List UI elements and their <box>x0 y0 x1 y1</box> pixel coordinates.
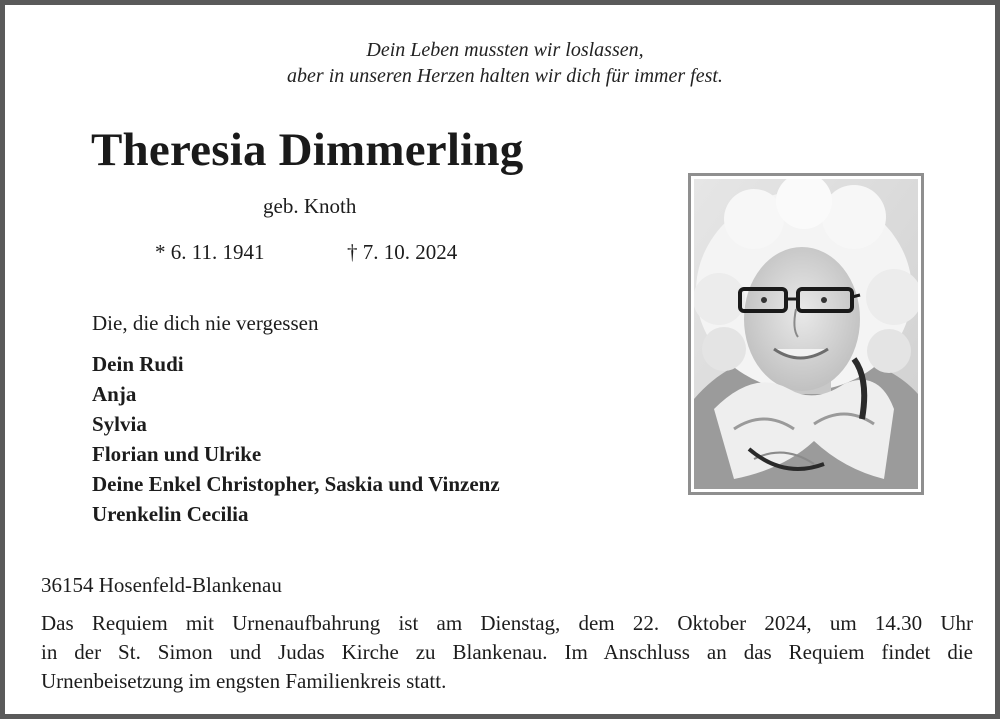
deceased-name: Theresia Dimmerling <box>91 124 524 176</box>
mourners-intro: Die, die dich nie vergessen <box>92 311 319 335</box>
motto-line-2: aber in unseren Herzen halten wir dich für immer fest. <box>287 65 723 87</box>
requiem-notice <box>41 609 973 696</box>
portrait-photo <box>694 179 918 489</box>
birth-date: * 6. 11. 1941 <box>155 240 265 264</box>
notice-line-1: Das Requiem mit Urnenaufbahrung ist am Dienstag, dem 22. Oktober 2024, um 14.30 Uhr <box>41 611 973 635</box>
mourner-item: Sylvia <box>92 412 147 436</box>
death-date: † 7. 10. 2024 <box>347 240 458 264</box>
mourner-item: Florian und Ulrike <box>92 442 262 466</box>
residence-address: 36154 Hosenfeld-Blankenau <box>41 573 282 597</box>
mourner-item: Dein Rudi <box>92 352 184 376</box>
notice-line-3: Urnenbeisetzung im engsten Familienkreis statt. <box>41 669 447 693</box>
mourner-item: Deine Enkel Christopher, Saskia und Vinzenz <box>92 472 500 496</box>
mourner-item: Anja <box>92 382 137 406</box>
notice-line-2: in der St. Simon und Judas Kirche zu Blankenau. Im Anschluss an das Requiem findet die <box>41 640 973 664</box>
motto-verse <box>5 37 1000 89</box>
motto-line-1: Dein Leben mussten wir loslassen, <box>366 39 644 61</box>
portrait-photo-frame <box>688 173 924 495</box>
birth-name: geb. Knoth <box>263 194 357 218</box>
mourners-list <box>92 349 500 529</box>
mourner-item: Urenkelin Cecilia <box>92 502 249 526</box>
